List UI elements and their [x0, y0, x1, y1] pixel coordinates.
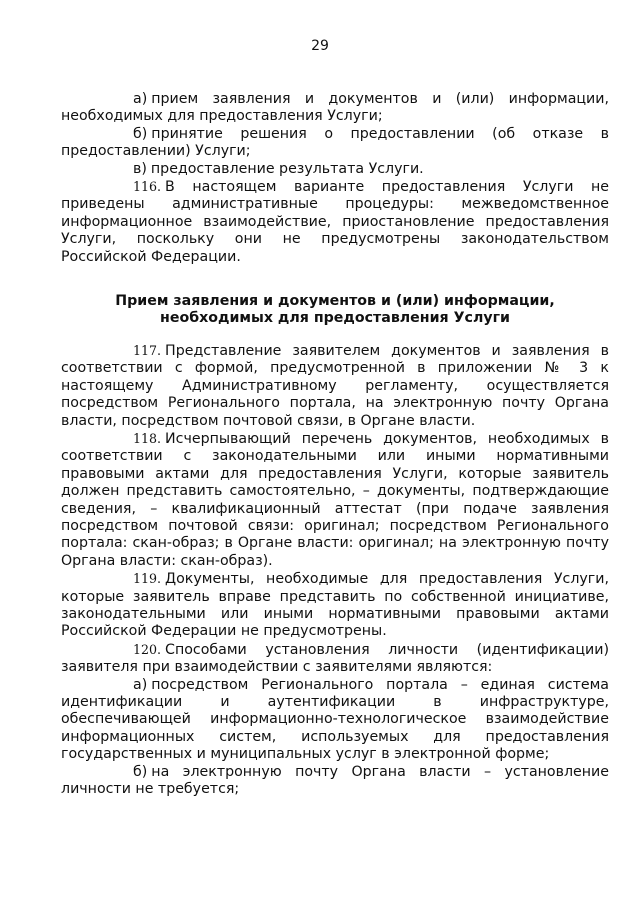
- clause-text: Исчерпывающий перечень документов, необходимых в соответствии с законодательными или иными нормативными правовыми актами для предоставления Услуги, которые заявитель должен представить самостоятельно, – документы, подтверждающие сведения, – квалификационный аттестат (при подаче заявления посредством почтовой связи: оригинал; посредством Регионального портала: скан-образ; в Органе власти: оригинал; на электронную почту Органа власти: скан-образ).: [61, 430, 609, 569]
- section-heading-line-2: необходимых для предоставления Услуги: [160, 310, 510, 327]
- list-item-b: [61, 764, 609, 799]
- clause-116: [61, 178, 609, 266]
- clause-number: 120.: [133, 641, 162, 657]
- list-item-a: [61, 91, 609, 126]
- list-item-b: [61, 126, 609, 161]
- list-item-text: на электронную почту Органа власти – установление личности не требуется;: [61, 763, 609, 798]
- list-item-text: предоставление результата Услуги.: [150, 160, 424, 177]
- page-content: [61, 91, 609, 798]
- list-item-text: прием заявления и документов и (или) информации, необходимых для предоставления Услуги;: [61, 91, 609, 125]
- section-heading: [61, 293, 609, 328]
- page-number: 29: [311, 38, 329, 54]
- clause-text: Документы, необходимые для предоставления Услуги, которые заявитель вправе представить по собственной инициативе, законодательными или иными нормативными правовыми актами Российской Федерации не предусмотрены.: [61, 571, 609, 640]
- clause-119: [61, 570, 609, 641]
- clause-number: 118.: [133, 430, 162, 446]
- list-marker: в): [133, 160, 147, 177]
- clause-117: [61, 342, 609, 430]
- list-item-text: принятие решения о предоставлении (об отказе в предоставлении) Услуги;: [61, 125, 609, 160]
- list-marker: а): [133, 676, 148, 693]
- list-item-a: [61, 677, 609, 764]
- clause-118: [61, 430, 609, 570]
- section-heading-line-1: Прием заявления и документов и (или) информации,: [115, 293, 555, 310]
- list-marker: б): [133, 125, 148, 142]
- list-item-text: посредством Регионального портала – единая система идентификации и аутентификации в инфраструктуре, обеспечивающей информационно-технологическое взаимодействие информационных систем, используемых для предоставления государственных и муниципальных услуг в электронной форме;: [61, 676, 609, 763]
- clause-text: Способами установления личности (идентификации) заявителя при взаимодействии с заявителями являются:: [61, 641, 609, 676]
- clause-number: 119.: [133, 571, 162, 587]
- clause-number: 117.: [133, 342, 162, 358]
- list-marker: а): [133, 91, 148, 107]
- clause-text: В настоящем варианте предоставления Услуги не приведены административные процедуры: межведомственное информационное взаимодействие, приостановление предоставления Услуги, поскольку они не предусмотрены законодательством Российской Федерации.: [61, 179, 609, 265]
- clause-120: [61, 641, 609, 677]
- clause-text: Представление заявителем документов и заявления в соответствии с формой, предусмотренной в приложении № 3 к настоящему Административному регламенту, осуществляется посредством Регионального портала, на электронную почту Органа власти, посредством почтовой связи, в Органе власти.: [61, 342, 609, 429]
- list-item-v: [61, 161, 609, 178]
- list-marker: б): [133, 763, 148, 780]
- clause-number: 116.: [133, 179, 162, 195]
